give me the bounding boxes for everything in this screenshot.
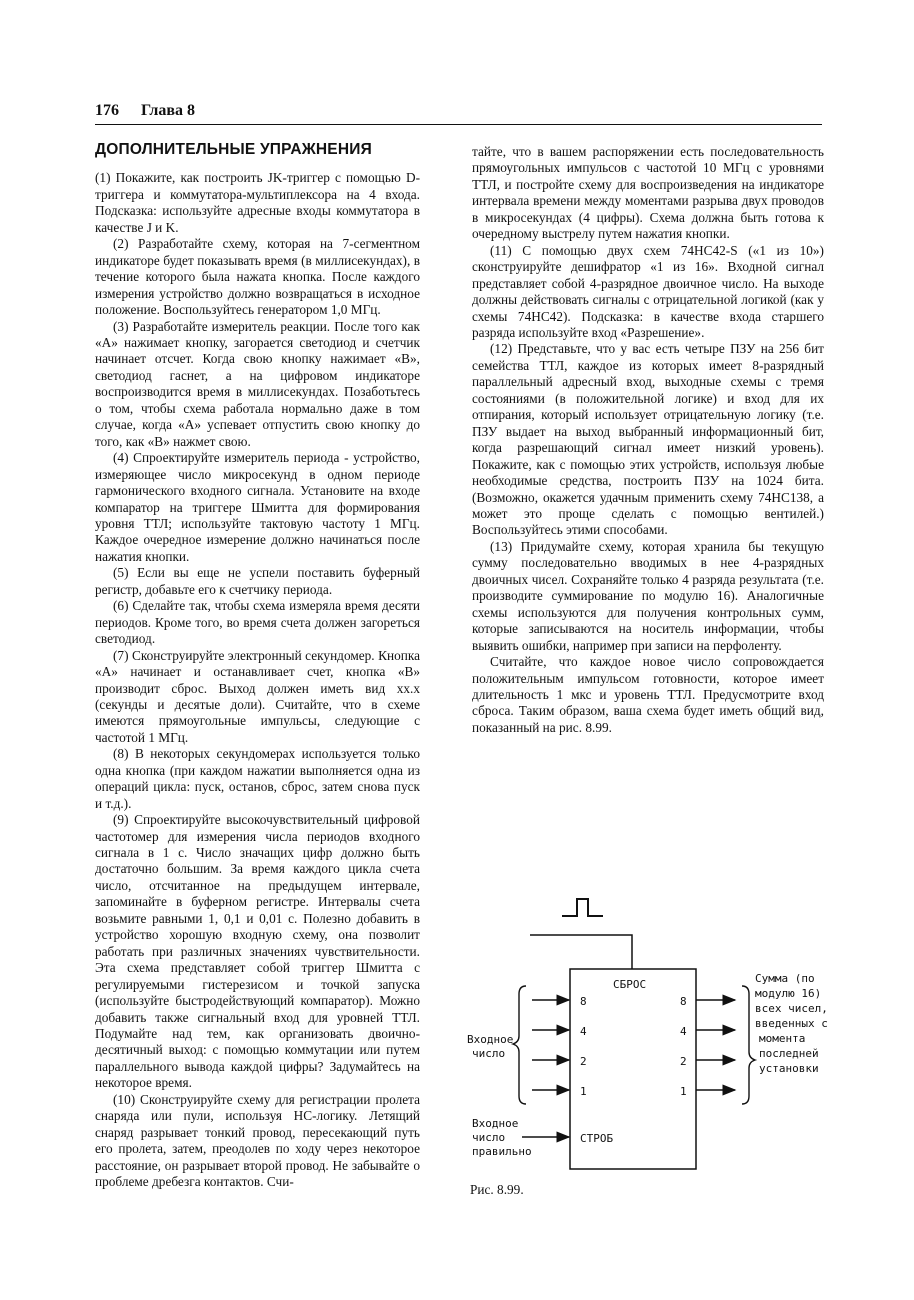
strobe-input-label: Входное число правильно — [472, 1117, 532, 1158]
paragraph: (5) Если вы еще не успели поставить буферный регистр, добавьте его к счетчику периода. — [95, 565, 420, 597]
page-number: 176 — [95, 102, 119, 119]
paragraph: тайте, что в вашем распоряжении есть последовательность прямоугольных импульсов с частотой 10 МГц с уровнями ТТЛ, и постройте схему для воспроизведения на индикаторе интервала времени между моментами разрыва двух проводов в микросекундах (4 цифры). Схема должна быть готова к очередному выстрелу путем нажатия кнопки. — [472, 144, 824, 242]
figure-caption: Рис. 8.99. — [470, 1182, 524, 1197]
output-pin-label: 8 — [680, 995, 687, 1008]
pulse-symbol — [562, 899, 603, 916]
paragraph: (11) С помощью двух схем 74НС42-S («1 из 10») сконструируйте дешифратор «1 из 16». Входной сигнал представляет собой 4-разрядное двоичное число. На выходе должны действовать сигналы с отрицательной логикой (как у схемы 74НС42). Подсказка: в качестве входа старшего разряда используйте вход «Разрешение». — [472, 242, 824, 340]
output-brace — [742, 986, 755, 1104]
paragraph: (8) В некоторых секундомерах используется только одна кнопка (при каждом нажатии выполняется одна из операций цикла: пуск, останов, сброс, затем снова пуск и т.д.). — [95, 746, 420, 811]
strobe-label: СТРОБ — [580, 1132, 614, 1145]
input-pin-label: 1 — [580, 1085, 587, 1098]
paragraph: (12) Представьте, что у вас есть четыре ПЗУ на 256 бит семейства ТТЛ, каждое из которых имеет 8-разрядный параллельный адресный вход, выходные схемы с тремя состояниями (в положительной логике) и вход для их отпирания, который использует отрицательную логику (т.е. ПЗУ выдает на выход выбранный информационный бит, когда разрешающий сигнал имеет низкий уровень). Покажите, как с помощью этих устройств, используя любые необходимые средства, построить ПЗУ на 1024 бита. (Возможно, окажется удачным применить схему 74НС138, а может это проще сделать с помощью вентилей.) Воспользуйтесь этими способами. — [472, 341, 824, 538]
paragraph: (3) Разработайте измеритель реакции. После того как «А» нажимает кнопку, загорается светодиод и счетчик начинает отсчет. Когда свою кнопку нажимает «В», светодиод гаснет, а на цифровом индикаторе воспроизводится время в миллисекундах. Позаботьтесь о том, чтобы схема работала нормально даже в том случае, когда «А» успевает отпустить свою кнопку до того, как «В» нажмет свою. — [95, 318, 420, 449]
paragraph: (4) Спроектируйте измеритель периода - устройство, измеряющее число микросекунд в одном периоде гармонического входного сигнала. Установите на входе компаратор на триггере Шмитта для формирования уровня ТТЛ; используйте тактовую частоту 1 МГц. Каждое очередное измерение должно начинаться после нажатия кнопки. — [95, 450, 420, 564]
output-pin-label: 2 — [680, 1055, 687, 1068]
left-column — [95, 142, 420, 1191]
paragraph: Считайте, что каждое новое число сопровождается положительным импульсом готовности, которое имеет длительность 1 мкс и уровень ТТЛ. Предусмотрите вход сброса. Таким образом, ваша схема будет иметь общий вид, показанный на рис. 8.99. — [472, 654, 824, 735]
paragraph: (9) Спроектируйте высокочувствительный цифровой частотомер для измерения числа периодов входного сигнала в 1 с. Число значащих цифр должно быть достаточно большим. За время каждого цикла счета число, отсчитанное на предыдущем интервале, запоминайте в буферном регистре. Интервалы счета возьмите равными 1, 0,1 и 0,01 с. Полезно добавить в устройство хорошую входную схему, она позволит работать при различных значениях чувствительности. Эта схема представляет собой триггер Шмитта с регулируемыми гистерезисом и точкой запуска (используйте быстродействующий компаратор). Можно добавить также сигнальный вход для уровней ТТЛ. Подумайте над тем, как организовать двоично-десятичный выход: с помощью коммутации или путем параллельного вывода каждой цифры? Задумайтесь на некоторое время. — [95, 812, 420, 1091]
right-column — [472, 144, 824, 736]
paragraph: (7) Сконструируйте электронный секундомер. Кнопка «А» начинает и останавливает счет, кнопка «В» производит сброс. Выход должен иметь вид xx.x (секунды и десятые доли). Считайте, что в схеме имеются прямоугольные импульсы, следующие с частотой 1 МГц. — [95, 647, 420, 745]
section-title: ДОПОЛНИТЕЛЬНЫЕ УПРАЖНЕНИЯ — [95, 141, 372, 158]
chip-box — [570, 969, 696, 1169]
paragraph: (1) Покажите, как построить JK-триггер с помощью D-триггера и коммутатора-мультиплексора на 4 входа. Подсказка: используйте адресные входы коммутатора в качестве J и K. — [95, 170, 420, 235]
input-pin-label: 4 — [580, 1025, 587, 1038]
paragraph: (10) Сконструируйте схему для регистрации пролета снаряда или пули, используя НС-логику. Летящий снаряд разрывает тонкий провод, пересекающий путь его пролета, затем, преодолев по ходу через некоторое расстояние, он разрывает второй провод. Не забывайте о проблеме дребезга контактов. Счи- — [95, 1091, 420, 1190]
input-brace — [513, 986, 526, 1104]
output-pin-label: 1 — [680, 1085, 687, 1098]
input-pin-label: 8 — [580, 995, 587, 1008]
paragraph: (6) Сделайте так, чтобы схема измеряла время десяти периодов. Кроме того, во время счета должен загореться светодиод. — [95, 598, 420, 647]
input-pin-label: 2 — [580, 1055, 587, 1068]
output-sum-label: Сумма (по модулю 16) всех чисел, введенных с момента последней установки — [755, 972, 828, 1075]
paragraph: (2) Разработайте схему, которая на 7-сегментном индикаторе будет показывать время (в миллисекундах), в течение которого была нажата кнопка. После каждого измерения устройство должно возвращаться в исходное положение. Воспользуйтесь генератором 1,0 МГц. — [95, 236, 420, 318]
reset-label: СБРОС — [613, 978, 647, 991]
chapter-title: Глава 8 — [141, 102, 195, 119]
reset-wire — [530, 935, 632, 969]
paragraph: (13) Придумайте схему, которая хранила бы текущую сумму последовательно вводимых в нее 4-разрядных двоичных чисел. Сохраняйте только 4 разряда результата (т.е. производите суммирование по модулю 16). Аналогичные схемы используются для получения контрольных сумм, которые записываются на носитель информации, чтобы выявить ошибки, например при записи на перфоленту. — [472, 538, 824, 653]
output-pin-label: 4 — [680, 1025, 687, 1038]
input-number-label: Входное число — [467, 1033, 514, 1060]
page-header — [95, 102, 822, 125]
